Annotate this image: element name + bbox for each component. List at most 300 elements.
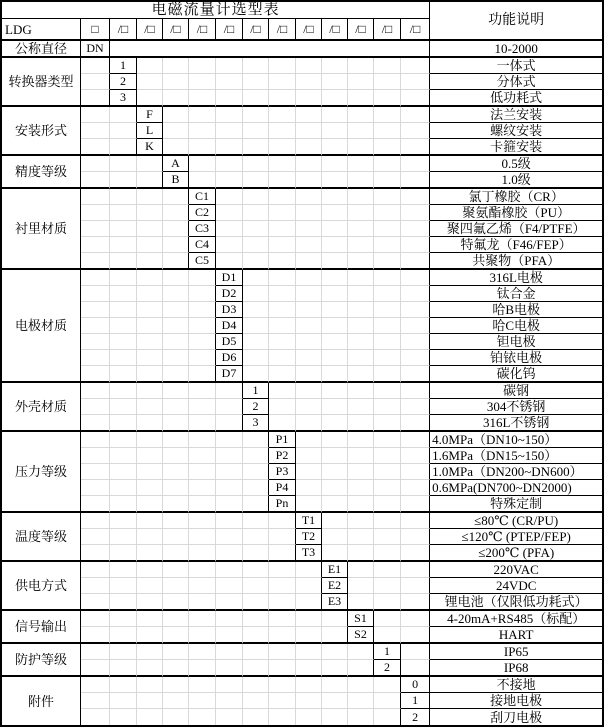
filler-cell	[322, 627, 348, 644]
spec-code: 1	[374, 644, 401, 660]
filler-cell	[374, 253, 401, 270]
spec-desc: 1.0MPa（DN200~DN600）	[430, 464, 602, 480]
spec-desc: 共聚物（PFA）	[430, 253, 602, 270]
filler-cell	[216, 74, 243, 90]
filler-cell	[216, 58, 243, 74]
filler-cell	[189, 139, 216, 156]
filler-cell	[322, 237, 348, 253]
spec-code: 3	[110, 90, 137, 107]
table-row	[2, 123, 602, 139]
spec-desc: 哈C电极	[430, 318, 602, 334]
filler-cell	[110, 270, 137, 286]
table-row	[2, 237, 602, 253]
spec-desc: ≤80℃ (CR/PU)	[430, 513, 602, 529]
filler-cell	[137, 709, 163, 725]
filler-cell	[110, 205, 137, 221]
filler-cell	[269, 350, 296, 366]
spec-desc: 分体式	[430, 74, 602, 90]
filler-cell	[401, 318, 430, 334]
filler-cell	[374, 529, 401, 545]
spec-desc: 1.6MPa（DN15~150）	[430, 448, 602, 464]
filler-cell	[296, 660, 322, 677]
filler-cell	[401, 189, 430, 205]
filler-cell	[110, 545, 137, 562]
spec-desc: 低功耗式	[430, 90, 602, 107]
filler-cell	[243, 237, 269, 253]
table-row	[2, 74, 602, 90]
spec-code: Pn	[269, 496, 296, 513]
spec-code: D4	[216, 318, 243, 334]
filler-cell	[322, 286, 348, 302]
spec-code: T3	[296, 545, 322, 562]
filler-cell	[137, 677, 163, 693]
filler-cell	[401, 350, 430, 366]
filler-cell	[137, 90, 163, 107]
filler-cell	[269, 709, 296, 725]
filler-cell	[163, 480, 189, 496]
filler-cell	[243, 513, 269, 529]
filler-cell	[81, 350, 110, 366]
filler-cell	[137, 513, 163, 529]
filler-cell	[137, 318, 163, 334]
filler-cell	[348, 480, 374, 496]
filler-cell	[81, 270, 110, 286]
filler-cell	[296, 709, 322, 725]
filler-cell	[243, 90, 269, 107]
filler-cell	[81, 172, 110, 189]
filler-cell	[81, 107, 110, 123]
filler-cell	[374, 221, 401, 237]
filler-cell	[243, 58, 269, 74]
filler-cell	[322, 107, 348, 123]
filler-cell	[163, 237, 189, 253]
filler-cell	[81, 545, 110, 562]
filler-cell	[322, 334, 348, 350]
filler-cell	[296, 302, 322, 318]
filler-cell	[269, 237, 296, 253]
filler-cell	[348, 496, 374, 513]
filler-cell	[137, 529, 163, 545]
filler-cell	[401, 399, 430, 415]
filler-cell	[216, 415, 243, 432]
filler-cell	[243, 496, 269, 513]
filler-cell	[137, 237, 163, 253]
spec-desc: 一体式	[430, 58, 602, 74]
filler-cell	[243, 270, 269, 286]
table-row	[2, 611, 602, 627]
filler-cell	[374, 578, 401, 594]
spec-desc: 0.6MPa(DN700~DN2000)	[430, 480, 602, 496]
filler-cell	[110, 286, 137, 302]
filler-cell	[110, 660, 137, 677]
filler-cell	[401, 464, 430, 480]
table-row	[2, 660, 602, 677]
filler-cell	[81, 693, 110, 709]
filler-cell	[137, 366, 163, 383]
filler-cell	[189, 286, 216, 302]
spec-desc: 碳化钨	[430, 366, 602, 383]
code-placeholder-box: /□	[374, 19, 401, 41]
filler-cell	[243, 302, 269, 318]
category-cell: 外壳材质	[2, 383, 81, 432]
filler-cell	[189, 594, 216, 611]
spec-desc: ≤200℃ (PFA)	[430, 545, 602, 562]
filler-cell	[216, 205, 243, 221]
model-prefix: LDG	[2, 19, 81, 41]
filler-cell	[269, 139, 296, 156]
table-row	[2, 709, 602, 725]
filler-cell	[163, 677, 189, 693]
filler-cell	[269, 399, 296, 415]
spec-desc: 法兰安装	[430, 107, 602, 123]
filler-cell	[269, 562, 296, 578]
spec-desc: 4-20mA+RS485（标配）	[430, 611, 602, 627]
spec-desc: 卡箍安装	[430, 139, 602, 156]
filler-cell	[216, 237, 243, 253]
filler-cell	[216, 383, 243, 399]
spec-desc: 220VAC	[430, 562, 602, 578]
table-row	[2, 432, 602, 448]
filler-cell	[81, 334, 110, 350]
code-placeholder-box: /□	[401, 19, 430, 41]
code-placeholder-box: /□	[189, 19, 216, 41]
filler-cell	[374, 189, 401, 205]
spec-desc: 316L不锈钢	[430, 415, 602, 432]
spec-desc: 1.0级	[430, 172, 602, 189]
table-row	[2, 562, 602, 578]
table-row	[2, 350, 602, 366]
spec-code: L	[137, 123, 163, 139]
filler-cell	[269, 270, 296, 286]
filler-cell	[269, 286, 296, 302]
filler-cell	[137, 496, 163, 513]
filler-cell	[110, 644, 137, 660]
spec-code: E3	[322, 594, 348, 611]
filler-cell	[189, 58, 216, 74]
filler-cell	[163, 660, 189, 677]
filler-cell	[269, 302, 296, 318]
filler-cell	[401, 107, 430, 123]
table-row	[2, 693, 602, 709]
filler-cell	[374, 334, 401, 350]
filler-cell	[374, 302, 401, 318]
filler-cell	[81, 189, 110, 205]
filler-cell	[348, 123, 374, 139]
filler-cell	[269, 513, 296, 529]
table-row	[2, 156, 602, 172]
spec-code: 2	[401, 709, 430, 725]
filler-cell	[322, 545, 348, 562]
table-row	[2, 90, 602, 107]
filler-cell	[322, 90, 348, 107]
filler-cell	[137, 172, 163, 189]
filler-cell	[81, 139, 110, 156]
filler-cell	[189, 334, 216, 350]
filler-cell	[189, 693, 216, 709]
spec-code: 2	[243, 399, 269, 415]
spec-code: C5	[189, 253, 216, 270]
category-cell: 温度等级	[2, 513, 81, 562]
spec-code: E1	[322, 562, 348, 578]
filler-cell	[348, 383, 374, 399]
filler-cell	[81, 237, 110, 253]
filler-cell	[137, 627, 163, 644]
filler-cell	[216, 90, 243, 107]
filler-cell	[189, 123, 216, 139]
filler-cell	[163, 399, 189, 415]
spec-code: D1	[216, 270, 243, 286]
code-placeholder-box: /□	[348, 19, 374, 41]
table-row	[2, 513, 602, 529]
code-placeholder-box: /□	[269, 19, 296, 41]
filler-cell	[81, 660, 110, 677]
filler-cell	[322, 189, 348, 205]
filler-cell	[348, 139, 374, 156]
filler-cell	[374, 432, 401, 448]
filler-cell	[81, 464, 110, 480]
filler-cell	[189, 611, 216, 627]
code-placeholder-box: /□	[137, 19, 163, 41]
filler-cell	[163, 205, 189, 221]
filler-cell	[216, 677, 243, 693]
filler-cell	[81, 578, 110, 594]
filler-cell	[348, 709, 374, 725]
filler-cell	[296, 415, 322, 432]
filler-cell	[269, 545, 296, 562]
filler-cell	[189, 496, 216, 513]
filler-cell	[189, 480, 216, 496]
filler-cell	[348, 205, 374, 221]
spec-desc: 聚四氟乙烯（F4/PTFE）	[430, 221, 602, 237]
category-cell: 压力等级	[2, 432, 81, 513]
filler-cell	[348, 334, 374, 350]
filler-cell	[163, 123, 189, 139]
filler-cell	[322, 464, 348, 480]
filler-cell	[243, 562, 269, 578]
filler-cell	[296, 286, 322, 302]
filler-cell	[296, 611, 322, 627]
filler-cell	[163, 253, 189, 270]
filler-cell	[374, 677, 401, 693]
filler-cell	[81, 318, 110, 334]
filler-cell	[137, 74, 163, 90]
spec-code: 3	[243, 415, 269, 432]
filler-cell	[81, 286, 110, 302]
filler-cell	[374, 513, 401, 529]
filler-cell	[189, 318, 216, 334]
table-row	[2, 677, 602, 693]
filler-cell	[243, 432, 269, 448]
spec-desc: IP65	[430, 644, 602, 660]
filler-cell	[110, 399, 137, 415]
filler-cell	[296, 399, 322, 415]
filler-cell	[401, 513, 430, 529]
filler-cell	[243, 253, 269, 270]
filler-cell	[348, 172, 374, 189]
filler-cell	[296, 677, 322, 693]
filler-cell	[296, 480, 322, 496]
filler-cell	[81, 562, 110, 578]
filler-cell	[269, 366, 296, 383]
filler-cell	[216, 221, 243, 237]
filler-cell	[269, 594, 296, 611]
filler-cell	[296, 253, 322, 270]
filler-cell	[401, 205, 430, 221]
filler-cell	[374, 123, 401, 139]
filler-cell	[163, 318, 189, 334]
filler-cell	[401, 237, 430, 253]
filler-cell	[243, 660, 269, 677]
filler-cell	[81, 399, 110, 415]
filler-cell	[401, 627, 430, 644]
table-row	[2, 189, 602, 205]
table-row	[2, 286, 602, 302]
spec-code: E2	[322, 578, 348, 594]
filler-cell	[243, 205, 269, 221]
filler-cell	[110, 253, 137, 270]
filler-cell	[348, 221, 374, 237]
filler-cell	[216, 464, 243, 480]
filler-cell	[189, 627, 216, 644]
filler-cell	[296, 123, 322, 139]
filler-cell	[243, 644, 269, 660]
table-row	[2, 139, 602, 156]
filler-cell	[348, 432, 374, 448]
filler-cell	[322, 74, 348, 90]
filler-cell	[322, 693, 348, 709]
spec-code: P2	[269, 448, 296, 464]
diameter-label: 公称直径	[2, 41, 81, 58]
filler-cell	[322, 366, 348, 383]
spec-desc: 接地电极	[430, 693, 602, 709]
filler-cell	[110, 139, 137, 156]
spec-code: S1	[348, 611, 374, 627]
filler-cell	[110, 677, 137, 693]
filler-cell	[269, 156, 296, 172]
filler-cell	[110, 41, 430, 58]
spec-code: P1	[269, 432, 296, 448]
spec-code: C4	[189, 237, 216, 253]
category-cell: 信号输出	[2, 611, 81, 644]
filler-cell	[374, 350, 401, 366]
filler-cell	[401, 139, 430, 156]
filler-cell	[374, 496, 401, 513]
filler-cell	[296, 107, 322, 123]
spec-code: C1	[189, 189, 216, 205]
filler-cell	[137, 253, 163, 270]
filler-cell	[348, 286, 374, 302]
filler-cell	[401, 302, 430, 318]
filler-cell	[216, 189, 243, 205]
spec-desc: 哈B电极	[430, 302, 602, 318]
filler-cell	[216, 448, 243, 464]
filler-cell	[401, 660, 430, 677]
filler-cell	[81, 366, 110, 383]
table-row	[2, 399, 602, 415]
filler-cell	[296, 139, 322, 156]
filler-cell	[322, 644, 348, 660]
filler-cell	[110, 562, 137, 578]
filler-cell	[110, 415, 137, 432]
filler-cell	[296, 432, 322, 448]
filler-cell	[216, 253, 243, 270]
filler-cell	[269, 221, 296, 237]
table-row	[2, 415, 602, 432]
filler-cell	[296, 562, 322, 578]
filler-cell	[269, 58, 296, 74]
spec-code: 1	[401, 693, 430, 709]
filler-cell	[163, 496, 189, 513]
filler-cell	[374, 107, 401, 123]
filler-cell	[374, 366, 401, 383]
filler-cell	[216, 107, 243, 123]
spec-desc: 聚氨酯橡胶（PU）	[430, 205, 602, 221]
filler-cell	[81, 709, 110, 725]
filler-cell	[163, 189, 189, 205]
filler-cell	[401, 74, 430, 90]
filler-cell	[81, 594, 110, 611]
filler-cell	[374, 627, 401, 644]
filler-cell	[110, 464, 137, 480]
filler-cell	[296, 58, 322, 74]
filler-cell	[81, 302, 110, 318]
filler-cell	[374, 90, 401, 107]
filler-cell	[296, 594, 322, 611]
spec-desc: HART	[430, 627, 602, 644]
filler-cell	[401, 480, 430, 496]
spec-desc: 锂电池（仅限低功耗式）	[430, 594, 602, 611]
filler-cell	[243, 286, 269, 302]
filler-cell	[216, 513, 243, 529]
filler-cell	[137, 350, 163, 366]
filler-cell	[189, 172, 216, 189]
filler-cell	[163, 529, 189, 545]
filler-cell	[401, 58, 430, 74]
filler-cell	[374, 286, 401, 302]
filler-cell	[374, 172, 401, 189]
filler-cell	[374, 611, 401, 627]
filler-cell	[189, 562, 216, 578]
filler-cell	[322, 677, 348, 693]
filler-cell	[110, 172, 137, 189]
filler-cell	[110, 480, 137, 496]
filler-cell	[401, 334, 430, 350]
spec-desc: 特殊定制	[430, 496, 602, 513]
filler-cell	[374, 318, 401, 334]
table-row	[2, 627, 602, 644]
table-row	[2, 2, 602, 19]
filler-cell	[163, 415, 189, 432]
filler-cell	[81, 253, 110, 270]
spec-desc: 钛合金	[430, 286, 602, 302]
spec-code: D3	[216, 302, 243, 318]
filler-cell	[296, 578, 322, 594]
filler-cell	[348, 464, 374, 480]
category-cell: 转换器类型	[2, 58, 81, 107]
filler-cell	[163, 350, 189, 366]
category-cell: 精度等级	[2, 156, 81, 189]
filler-cell	[189, 383, 216, 399]
filler-cell	[322, 399, 348, 415]
table-row	[2, 480, 602, 496]
spec-desc: 24VDC	[430, 578, 602, 594]
spec-desc: 304不锈钢	[430, 399, 602, 415]
filler-cell	[348, 90, 374, 107]
filler-cell	[348, 545, 374, 562]
spec-code: B	[163, 172, 189, 189]
filler-cell	[348, 644, 374, 660]
filler-cell	[243, 189, 269, 205]
